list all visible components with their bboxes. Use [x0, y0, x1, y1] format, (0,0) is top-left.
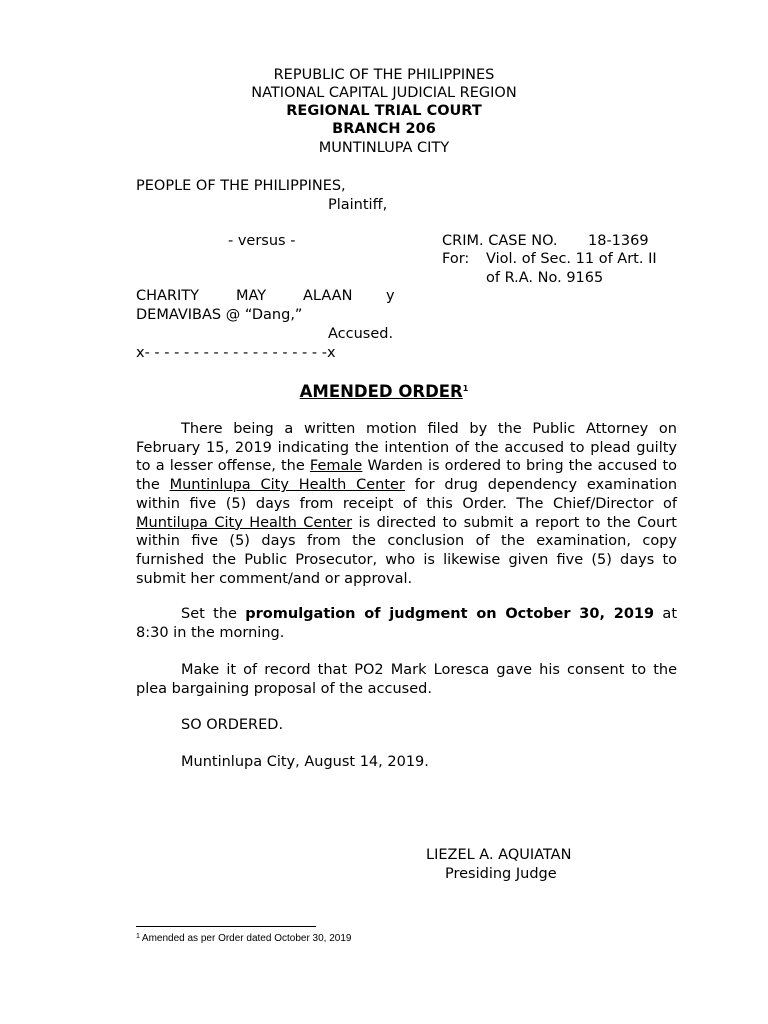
header-republic: REPUBLIC OF THE PHILIPPINES — [273, 67, 495, 83]
footnote-text: Amended as per Order dated October 30, 2019 — [141, 933, 352, 944]
p1-text-b: Warden is ordered to bring the accused to the — [136, 458, 678, 494]
footnote — [136, 933, 351, 944]
header-court: REGIONAL TRIAL COURT — [286, 103, 482, 119]
document-title — [0, 382, 768, 401]
plaintiff-role: Plaintiff, — [328, 197, 388, 213]
plaintiff-name: PEOPLE OF THE PHILIPPINES, — [136, 178, 346, 194]
p2-promulgation-date: promulgation of judgment on October 30, 2019 — [245, 606, 655, 622]
p1-health-center-2: Muntilupa City Health Center — [136, 514, 353, 531]
p1-text-a: There being a written motion filed by the Public Attorney on February 15, 2019 indicating the intention of the accused to plead guilty to a lesser offense, the — [136, 421, 677, 475]
so-ordered: SO ORDERED. — [181, 717, 284, 733]
header-region: NATIONAL CAPITAL JUDICIAL REGION — [251, 85, 517, 101]
violation-line-2: of R.A. No. 9165 — [486, 270, 604, 286]
p1-health-center-1: Muntinlupa City Health Center — [169, 477, 405, 494]
paragraph-record: Make it of record that PO2 Mark Loresca gave his consent to the plea bargaining proposal of the accused. — [136, 662, 677, 697]
case-label: CRIM. CASE NO. — [442, 233, 558, 249]
paragraph-promulgation — [136, 605, 677, 642]
place-date: Muntinlupa City, August 14, 2019. — [181, 754, 429, 770]
accused-name-line-2: DEMAVIBAS @ “Dang,” — [136, 307, 303, 323]
title-text: AMENDED ORDER — [299, 382, 463, 401]
p2-text-b: at 8:30 in the morning. — [136, 606, 678, 641]
judge-name: LIEZEL A. AQUIATAN — [426, 847, 572, 863]
accused-word: ALAAN — [303, 288, 353, 304]
p2-text-a: Set the — [181, 606, 246, 622]
for-label: For: — [442, 251, 470, 267]
judge-title: Presiding Judge — [445, 866, 557, 882]
accused-word: y — [386, 288, 395, 304]
accused-word: MAY — [236, 288, 267, 304]
violation-line-1: Viol. of Sec. 11 of Art. II — [486, 251, 657, 267]
p1-text-c: for drug dependency examination within five (5) days from receipt of this Order. The Chief/Director of — [136, 477, 678, 512]
versus-label: - versus - — [228, 233, 296, 249]
case-number: 18-1369 — [588, 233, 649, 249]
accused-word: CHARITY — [136, 288, 200, 304]
accused-role: Accused. — [328, 326, 394, 342]
p1-text-d: is directed to submit a report to the Court within five (5) days from the conclusion of the examination, copy furnished the Public Prosecutor, who is likewise given five (5) days to submit her comment/and or approval. — [136, 514, 677, 587]
footnote-mark: 1 — [136, 933, 140, 940]
footnote-separator — [136, 926, 316, 927]
caption-separator: x- - - - - - - - - - - - - - - - - - -x — [136, 345, 336, 361]
title-footnote-mark: 1 — [462, 384, 469, 394]
header-city: MUNTINLUPA CITY — [318, 140, 450, 156]
p1-female: Female — [309, 458, 363, 475]
header-branch: BRANCH 206 — [332, 121, 436, 137]
paragraph-motion — [136, 420, 677, 588]
